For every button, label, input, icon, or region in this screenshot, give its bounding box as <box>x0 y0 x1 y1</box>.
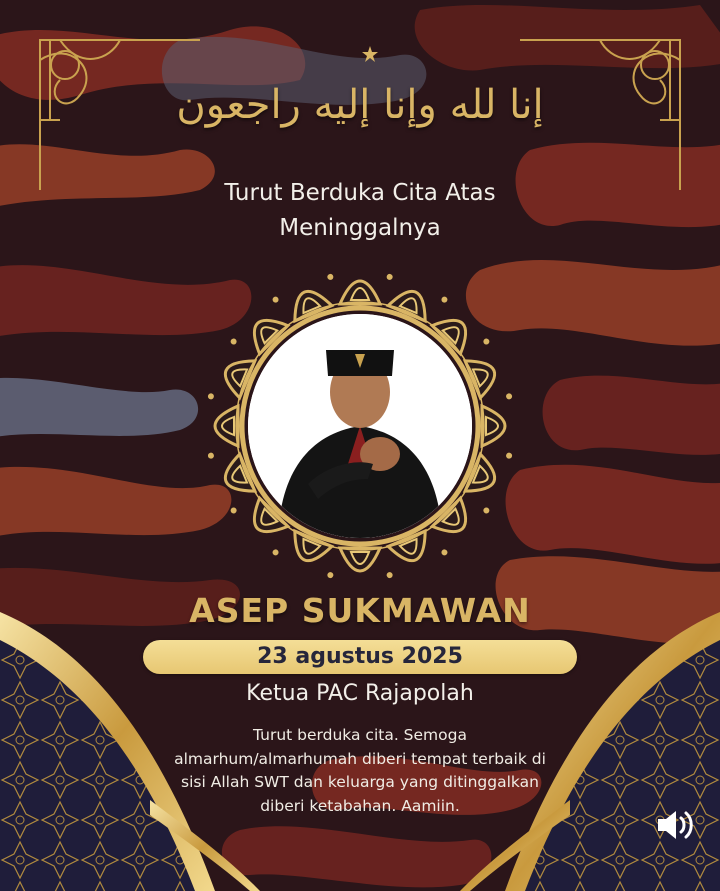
mandala-dot <box>207 393 214 400</box>
mandala-dot <box>440 295 448 303</box>
mandala-dot <box>229 337 237 345</box>
mandala-dot <box>271 548 279 556</box>
condolence-heading <box>160 176 560 246</box>
arabic-calligraphy: إنا لله وإنا إليه راجعون <box>176 82 544 128</box>
mandala-dot <box>440 548 448 556</box>
prayer-line: diberi ketabahan. Aamiin. <box>260 796 460 815</box>
heading-line: Meninggalnya <box>279 215 441 241</box>
mandala-dot <box>327 273 334 280</box>
volume-button[interactable] <box>654 806 696 844</box>
prayer-line: almarhum/almarhumah diberi tempat terbaik di <box>174 749 546 768</box>
mandala-dot <box>506 393 513 400</box>
prayer-text <box>150 724 570 818</box>
portrait-photo <box>248 314 472 538</box>
speaker-volume-icon <box>654 806 696 844</box>
mandala-dot <box>386 273 393 280</box>
prayer-line: Turut berduka cita. Semoga <box>253 726 467 744</box>
mandala-dot <box>386 572 393 579</box>
person-name: ASEP SUKMAWAN <box>189 591 531 630</box>
mandala-dot <box>506 452 513 459</box>
mandala-dot <box>229 506 237 514</box>
mandala-dot <box>327 572 334 579</box>
prayer-line: sisi Allah SWT dan keluarga yang ditinggalkan <box>181 773 539 791</box>
mandala-dot <box>271 295 279 303</box>
heading-line: Turut Berduka Cita Atas <box>224 180 496 206</box>
position-title: Ketua PAC Rajapolah <box>246 681 474 706</box>
mandala-dot <box>482 506 490 514</box>
mandala-dot <box>482 337 490 345</box>
date-text: 23 agustus 2025 <box>257 644 463 669</box>
mandala-dot <box>207 452 214 459</box>
